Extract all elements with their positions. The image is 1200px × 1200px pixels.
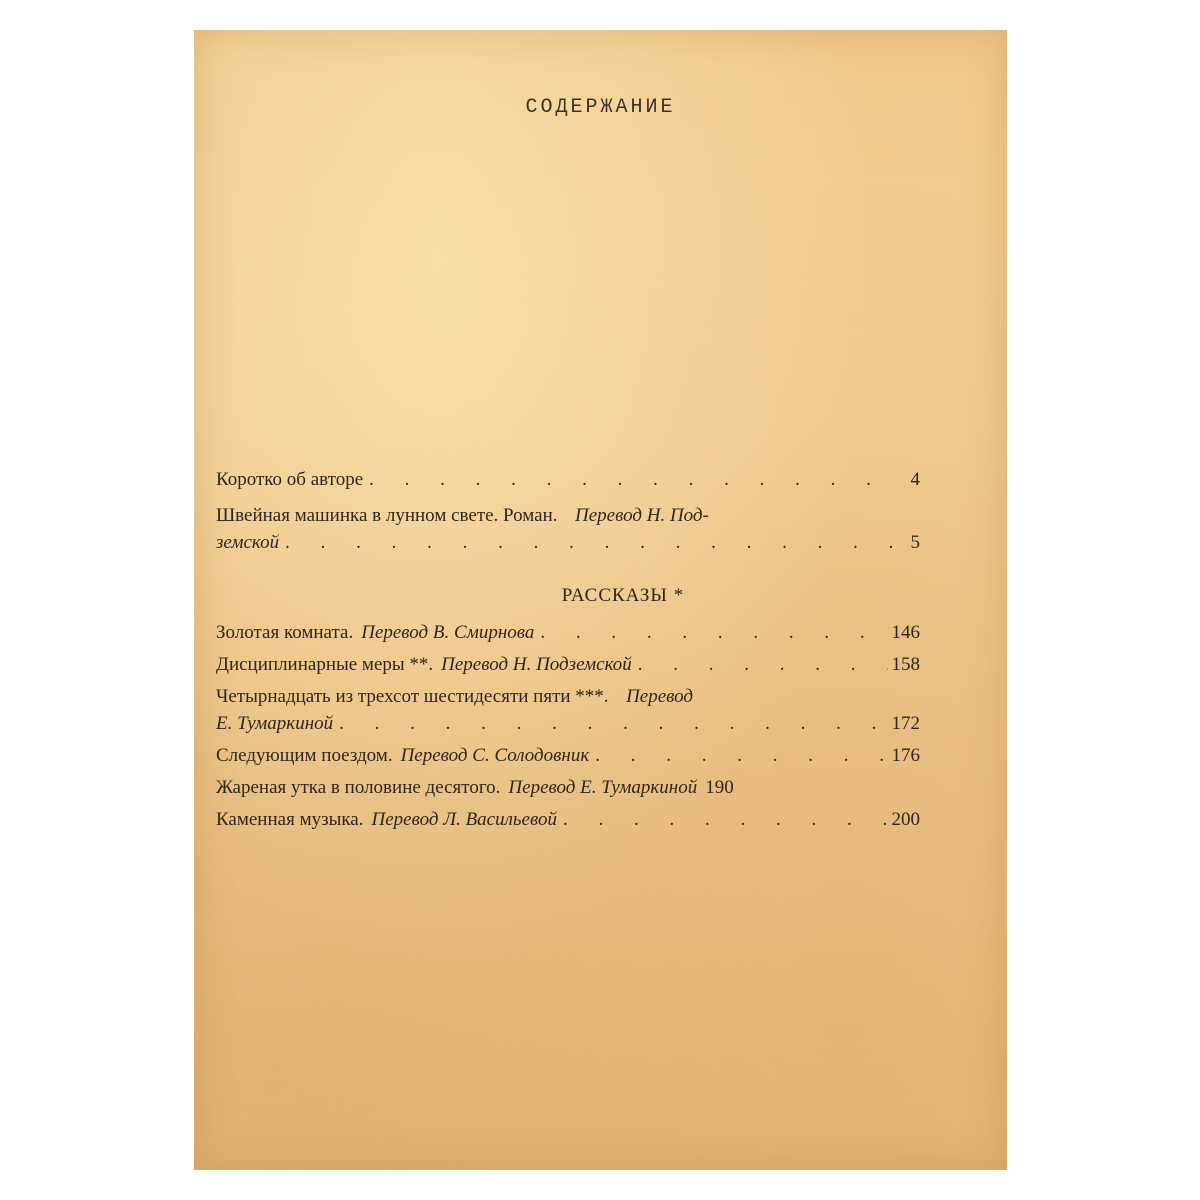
dot-leader [540,619,887,646]
entry-title: Следующим поездом. [216,745,393,766]
toc-entry-story [216,774,920,801]
toc-row [216,774,920,801]
dot-leader [285,529,892,556]
dot-leader [369,466,892,493]
entry-title: Дисциплинарные меры **. [216,654,434,675]
book-page [194,30,1007,1170]
section-title-stories: РАССКАЗЫ * [561,585,685,606]
dot-leader [563,806,888,833]
contents-heading: СОДЕРЖАНИЕ [525,96,676,119]
toc-entry-novel [216,502,920,556]
translator-name: Перевод В. Смирнова [361,622,535,643]
toc-row [216,806,920,833]
toc-first-line [216,502,920,529]
entry-title: Коротко об авторе [216,469,364,490]
toc-entry-story [216,683,920,737]
table-of-contents [216,466,920,838]
page-number: 172 [891,713,920,734]
toc-row [216,742,920,769]
dot-leader [339,710,887,737]
translator-name-continued: земской [216,532,280,553]
translator-name: Перевод С. Солодовник [400,745,590,766]
dot-leader [638,651,888,678]
entry-title: Четырнадцать из трехсот шестидесяти пяти ***. [216,686,609,707]
toc-row [216,619,920,646]
toc-entry-story [216,742,920,769]
page-number: 5 [910,532,920,553]
page-number: 4 [910,469,920,490]
page-number: 200 [891,809,920,830]
toc-row [216,651,920,678]
translator-name: Перевод Е. Тумаркиной [508,777,698,798]
toc-row [216,529,920,556]
toc-entry-story [216,619,920,646]
page-number: 146 [891,622,920,643]
page-number: 176 [891,745,920,766]
translator-name: Перевод Н. Под- [575,505,709,526]
page-number: 158 [891,654,920,675]
page-number: 190 [705,777,734,798]
translator-name: Перевод Л. Васильевой [371,809,557,830]
toc-first-line [216,683,920,710]
toc-row [216,466,920,493]
toc-entry-story [216,651,920,678]
entry-title: Каменная музыка. [216,809,364,830]
toc-entry-about-author [216,466,920,493]
entry-title: Золотая комната. [216,622,354,643]
entry-title: Жареная утка в половине десятого. [216,777,501,798]
stories-list [216,619,920,833]
translator-name-continued: Е. Тумаркиной [216,713,334,734]
translator-name: Перевод [626,686,694,707]
toc-row [216,710,920,737]
dot-leader [595,742,887,769]
entry-title: Швейная машинка в лунном свете. Роман. [216,505,558,526]
translator-name: Перевод Н. Подземской [441,654,632,675]
toc-entry-story [216,806,920,833]
